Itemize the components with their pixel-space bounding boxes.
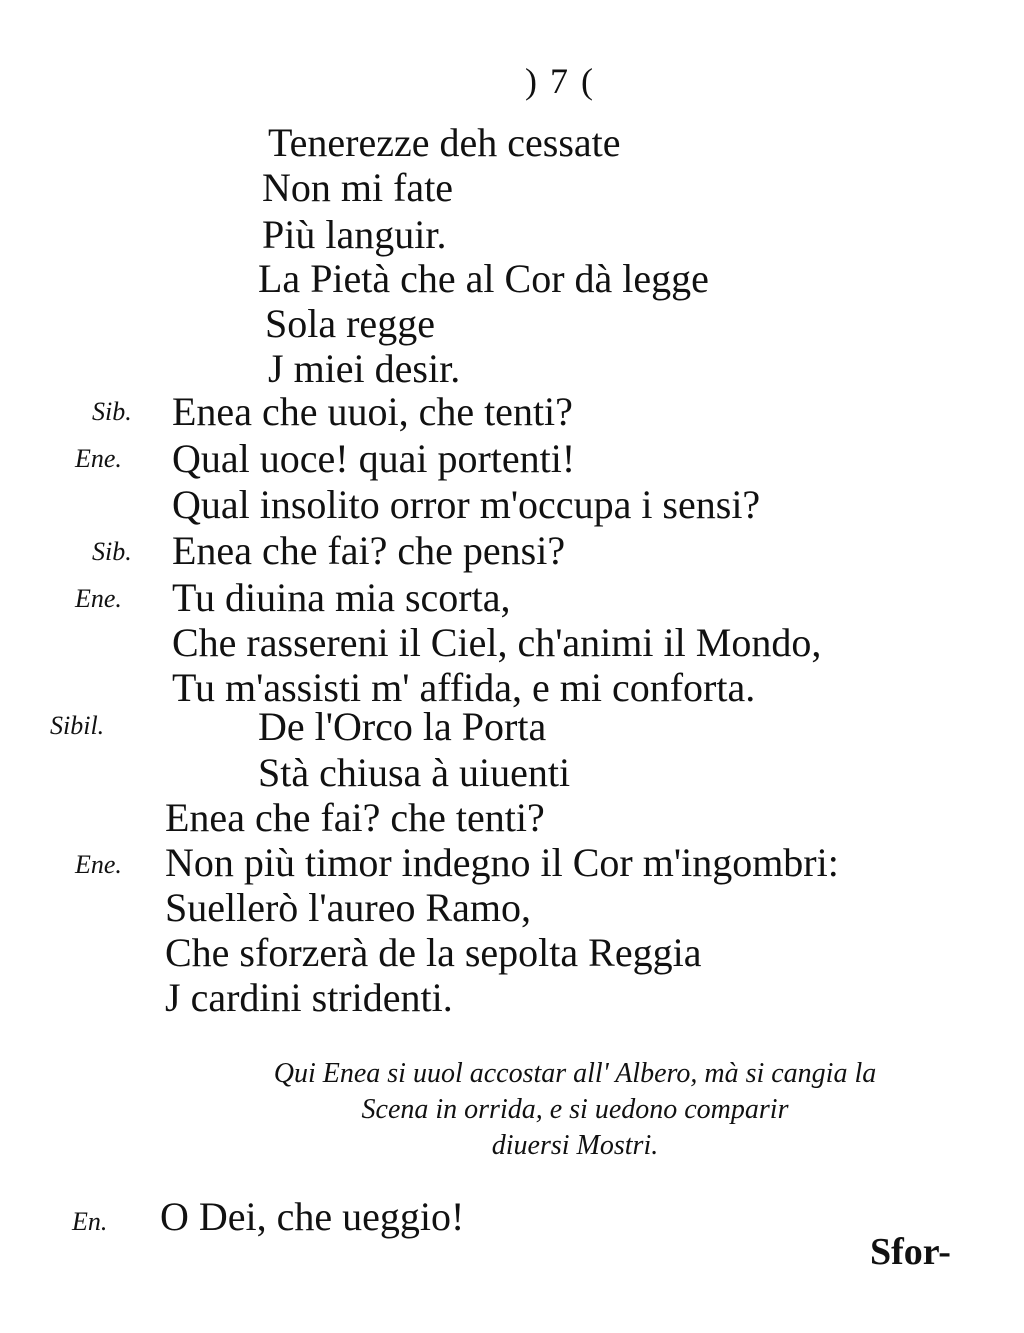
verse-line: Che sforzerà de la sepolta Reggia (165, 930, 702, 975)
verse-line: Sola regge (265, 301, 435, 346)
verse-line: Non più timor indegno il Cor m'ingombri: (165, 840, 839, 885)
speaker-label: Sib. (92, 537, 132, 566)
stage-direction-line: Qui Enea si uuol accostar all' Albero, mà si cangia la (273, 1058, 877, 1089)
verse-line: Tenerezze deh cessate (268, 120, 621, 165)
page-number: ) 7 ( (525, 61, 595, 101)
stage-direction-line: Scena in orrida, e si uedono comparir (361, 1094, 789, 1125)
verse-line: Non mi fate (262, 165, 454, 210)
verse-line: La Pietà che al Cor dà legge (258, 256, 709, 301)
stage-direction-line: diuersi Mostri. (491, 1130, 659, 1161)
verse-line: De l'Orco la Porta (258, 704, 547, 749)
speaker-label: Sibil. (50, 711, 105, 740)
speaker-label: Ene. (75, 850, 122, 879)
verse-line: J cardini stridenti. (165, 975, 453, 1020)
stage-direction (150, 1056, 1000, 1164)
verse-line: Enea che uuoi, che tenti? (172, 389, 573, 434)
speaker-label: En. (72, 1207, 108, 1236)
verse-line: Enea che fai? che tenti? (165, 795, 545, 840)
verse-line: Più languir. (262, 212, 447, 257)
speaker-label: Sib. (92, 397, 132, 426)
verse-line: Suellerò l'aureo Ramo, (165, 885, 531, 930)
verse-line: O Dei, che ueggio! (160, 1194, 465, 1239)
verse-line: Tu diuina mia scorta, (172, 575, 511, 620)
verse-line: Qual uoce! quai portenti! (172, 436, 576, 481)
verse-line: Stà chiusa à uiuenti (258, 750, 571, 795)
speaker-label: Ene. (75, 584, 122, 613)
verse-line: Tu m'assisti m' affida, e mi conforta. (172, 665, 756, 710)
verse-line: Che rassereni il Ciel, ch'animi il Mondo, (172, 620, 822, 665)
verse-line: J miei desir. (268, 346, 461, 391)
catchword: Sfor- (870, 1231, 951, 1273)
speaker-label: Ene. (75, 444, 122, 473)
verse-line: Enea che fai? che pensi? (172, 528, 566, 573)
verse-line: Qual insolito orror m'occupa i sensi? (172, 482, 761, 527)
